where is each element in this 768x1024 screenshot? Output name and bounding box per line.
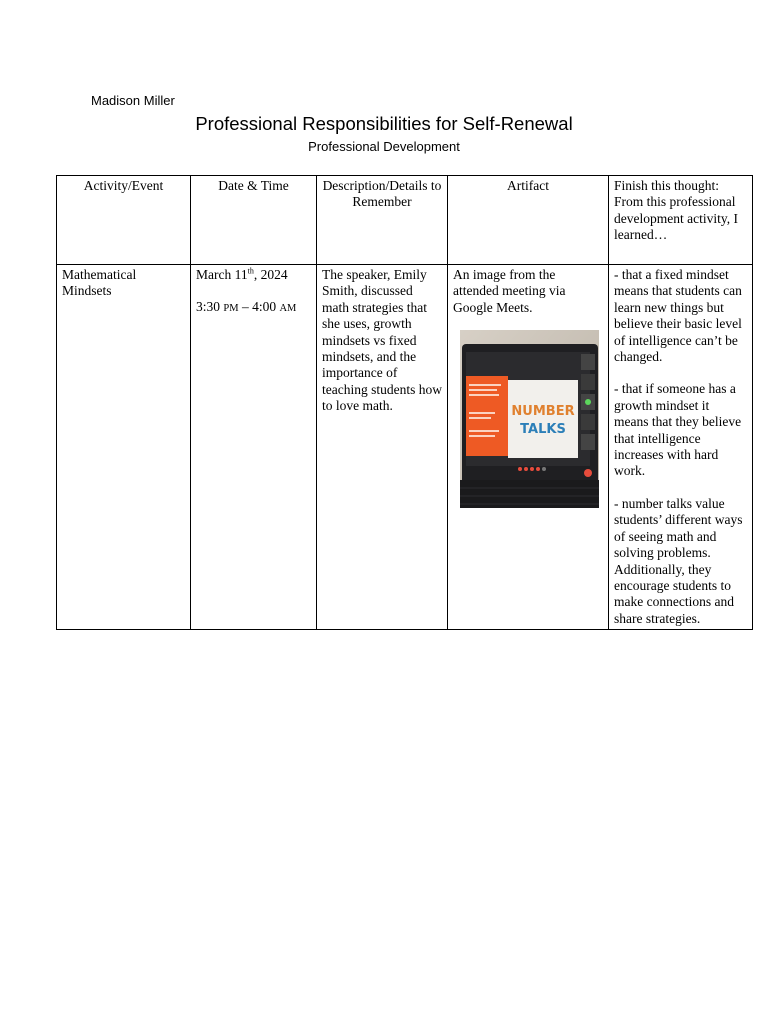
column-header-artifact: Artifact [448, 176, 609, 265]
table-row [57, 265, 753, 630]
document-subtitle: Professional Development [308, 139, 460, 154]
table-header-row [57, 176, 753, 265]
learned-point-3: - number talks value students’ different ways of seeing math and solving problems. Additionally, they encourage students to make connections and share strategies. [614, 495, 743, 626]
cell-activity: Mathematical Mindsets [57, 265, 191, 630]
learned-point-2: - that if someone has a growth mindset it means that they believe that intelligence increases with hard work. [614, 381, 742, 479]
column-header-date-time: Date & Time [191, 176, 317, 265]
artifact-image-text-1: NUMBER [511, 404, 575, 420]
date-text: March 11th, 2024 [196, 266, 288, 282]
cell-artifact [448, 265, 609, 630]
document-title: Professional Responsibilities for Self-Renewal [195, 113, 573, 134]
cell-description: The speaker, Emily Smith, discussed math strategies that she uses, growth mindsets vs fixed mindsets, and the importance of teaching students how to love math. [317, 265, 448, 630]
column-header-learned: Finish this thought: From this professional development activity, I learned… [609, 176, 753, 265]
column-header-description: Description/Details to Remember [317, 176, 448, 265]
cell-date-time [191, 265, 317, 630]
artifact-caption: An image from the attended meeting via Google Meets. [453, 267, 566, 315]
author-name: Madison Miller [91, 93, 175, 108]
column-header-activity: Activity/Event [57, 176, 191, 265]
pd-log-table [56, 175, 753, 630]
cell-learned [609, 265, 753, 630]
learned-point-1: - that a fixed mindset means that students can learn new things but believe their basic level of intelligence can’t be changed. [614, 267, 742, 365]
time-text: 3:30 PM – 4:00 AM [196, 299, 297, 315]
artifact-image-text-2: TALKS [520, 422, 566, 438]
artifact-photo [460, 330, 599, 508]
